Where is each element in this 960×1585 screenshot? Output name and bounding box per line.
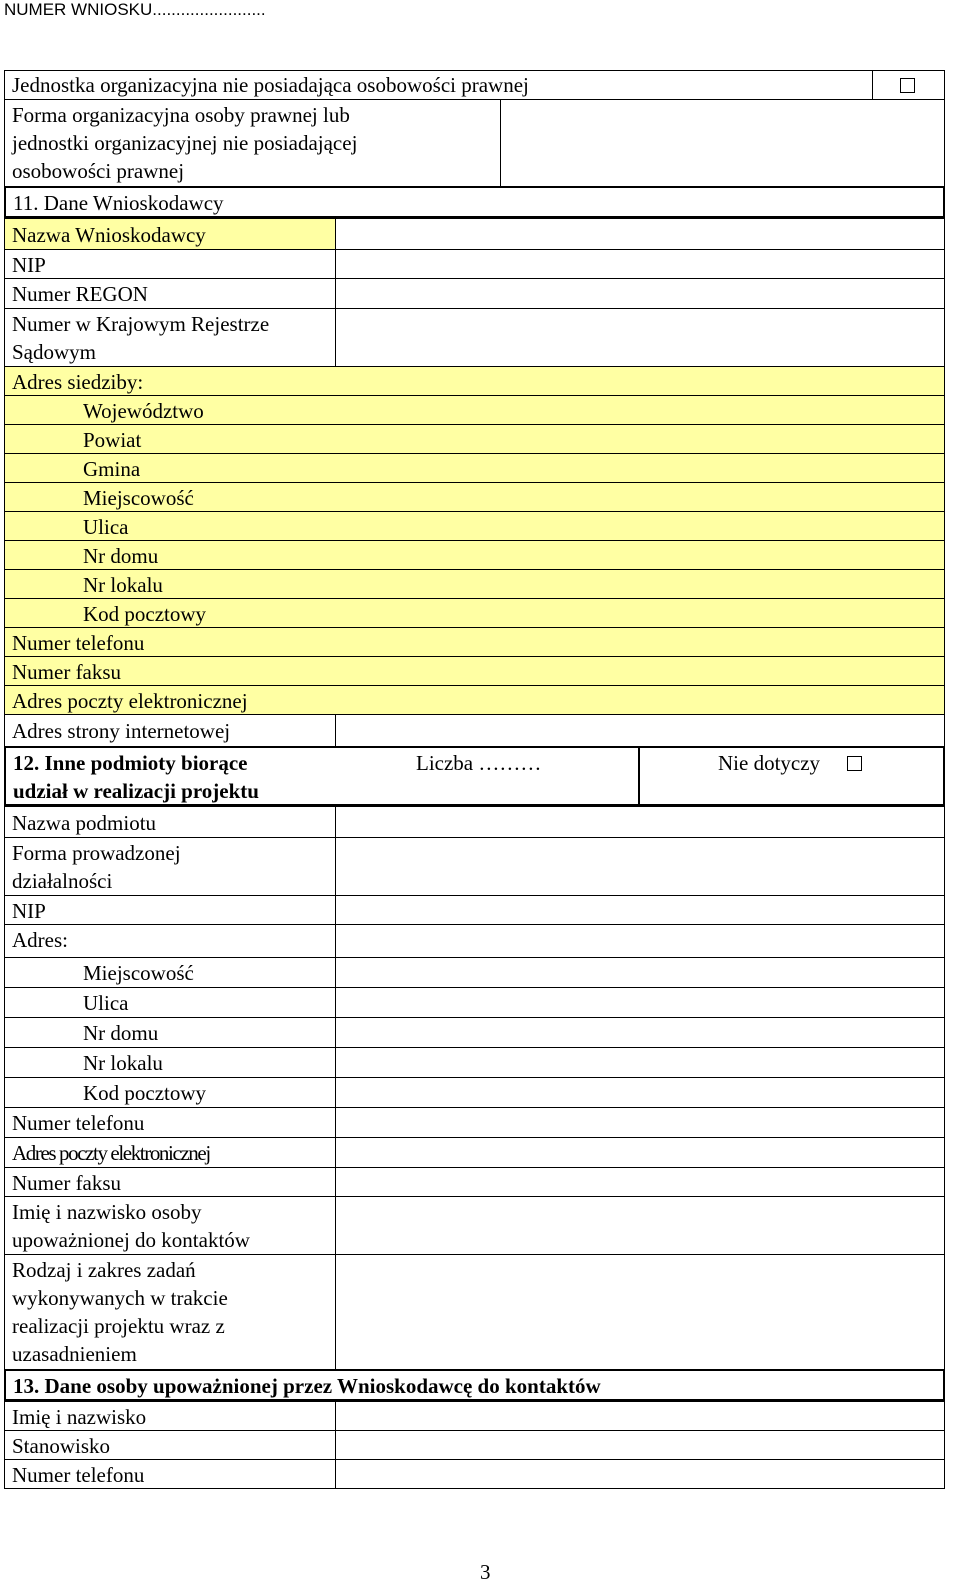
address-field-label: Nr domu [83,544,159,568]
org-unit-checkbox-cell [872,70,945,100]
entity-address-field-nr-domu[interactable] [335,1017,945,1048]
krs-label-line: Sądowym [12,340,96,364]
nip-field[interactable] [335,249,945,279]
applicant-name-field[interactable] [335,218,945,250]
s13-name-label: Imię i nazwisko [12,1405,147,1429]
entity-email-label: Adres poczty elektronicznej [12,1141,210,1165]
entity-address-field-nr-lokalu[interactable] [335,1047,945,1078]
address-row-wojewodztwo[interactable] [4,395,945,425]
entity-phone-label: Numer telefonu [12,1111,145,1135]
org-unit-checkbox[interactable] [900,78,915,93]
entity-address-field-label: Ulica [83,991,129,1015]
legal-form-line: osobowości prawnej [12,159,185,183]
entity-address-heading-cell [4,924,336,958]
phone-row[interactable] [4,627,945,657]
address-field-label: Gmina [83,457,141,481]
krs-label-line: Numer w Krajowym Rejestrze [12,312,270,336]
address-field-label: Kod pocztowy [83,602,207,626]
entity-fax-label: Numer faksu [12,1171,122,1195]
entity-nip-field[interactable] [335,895,945,925]
contact-person-field[interactable] [335,1196,945,1255]
tasks-label-line: wykonywanych w trakcie [12,1286,228,1310]
activity-label-line: Forma prowadzonej [12,841,181,865]
krs-label-cell [4,308,336,367]
contact-person-label-line: upoważnionej do kontaktów [12,1228,250,1252]
entity-nip-label-cell [4,895,336,925]
entity-address-field-label: Miejscowość [83,961,194,985]
entity-address-label-cell [4,1047,336,1078]
activity-label-line: działalności [12,869,113,893]
activity-label-cell [4,837,336,896]
entity-name-label-cell [4,806,336,838]
applicant-name-label-cell [4,218,336,250]
website-label-cell [4,714,336,747]
entity-nip-label: NIP [12,899,46,923]
tasks-label-line: Rodzaj i zakres zadań [12,1258,196,1282]
website-label: Adres strony internetowej [12,719,231,743]
s13-position-field[interactable] [335,1430,945,1460]
fax-label: Numer faksu [12,660,122,684]
entity-address-heading: Adres: [12,928,68,952]
page-number: 3 [480,1560,491,1584]
legal-form-line: jednostki organizacyjnej nie posiadającej [12,131,358,155]
entity-email-field[interactable] [335,1137,945,1168]
address-field-label: Powiat [83,428,142,452]
legal-form-line: Forma organizacyjna osoby prawnej lub [12,103,350,127]
not-applicable-label: Nie dotyczy [718,751,821,775]
nip-label: NIP [12,253,46,277]
regon-label-cell [4,278,336,309]
nip-label-cell [4,249,336,279]
section-12-title-line: udział w realizacji projektu [13,779,259,803]
entity-address-label-cell [4,1077,336,1108]
regon-label: Numer REGON [12,282,148,306]
address-row-powiat[interactable] [4,424,945,454]
not-applicable-checkbox[interactable] [847,756,862,771]
entity-name-field[interactable] [335,806,945,838]
entity-address-field-label: Nr domu [83,1021,159,1045]
phone-label: Numer telefonu [12,631,145,655]
email-row[interactable] [4,685,945,715]
entity-address-blank [335,924,945,958]
s13-position-label: Stanowisko [12,1434,111,1458]
entity-address-field-kod-pocztowy[interactable] [335,1077,945,1108]
s13-name-field[interactable] [335,1401,945,1431]
entity-address-field-label: Kod pocztowy [83,1081,207,1105]
entity-fax-field[interactable] [335,1167,945,1197]
entity-address-label-cell [4,1017,336,1048]
s13-phone-field[interactable] [335,1459,945,1489]
entity-address-label-cell [4,987,336,1018]
entity-address-field-ulica[interactable] [335,987,945,1018]
activity-field[interactable] [335,837,945,896]
applicant-name-label: Nazwa Wnioskodawcy [12,223,206,247]
fax-row[interactable] [4,656,945,686]
org-unit-row [4,70,945,100]
legal-form-label-cell [4,99,501,187]
section-11-header [4,186,945,218]
legal-form-value[interactable] [500,99,945,187]
s13-label-cell [4,1430,336,1460]
regon-field[interactable] [335,278,945,309]
entity-email-label-cell [4,1137,336,1168]
entity-phone-label-cell [4,1107,336,1138]
address-heading: Adres siedziby: [12,370,144,394]
tasks-field[interactable] [335,1254,945,1370]
website-field[interactable] [335,714,945,747]
address-row-gmina[interactable] [4,453,945,483]
s13-phone-label: Numer telefonu [12,1463,145,1487]
address-field-label: Nr lokalu [83,573,163,597]
section-13-header [4,1369,945,1401]
contact-person-label-cell [4,1196,336,1255]
section-11-title: 11. Dane Wnioskodawcy [13,191,224,215]
section-13-title: 13. Dane osoby upoważnionej przez Wnioskodawcę do kontaktów [13,1374,601,1398]
contact-person-label-line: Imię i nazwisko osoby [12,1200,202,1224]
krs-field[interactable] [335,308,945,367]
email-label: Adres poczty elektronicznej [12,689,248,713]
entity-count-label: Liczba ……… [416,751,542,775]
address-field-label: Ulica [83,515,129,539]
address-row-nr-domu[interactable] [4,540,945,570]
s13-label-cell [4,1459,336,1489]
address-field-label: Miejscowość [83,486,194,510]
tasks-label-cell [4,1254,336,1370]
entity-address-field-miejscowosc[interactable] [335,957,945,988]
entity-name-label: Nazwa podmiotu [12,811,157,835]
entity-phone-field[interactable] [335,1107,945,1138]
org-unit-label: Jednostka organizacyjna nie posiadająca osobowości prawnej [12,73,529,97]
entity-address-field-label: Nr lokalu [83,1051,163,1075]
section-12-title-line: 12. Inne podmioty biorące [13,751,248,775]
address-row-kod-pocztowy[interactable] [4,598,945,628]
address-row-nr-lokalu[interactable] [4,569,945,599]
address-heading-row [4,366,945,396]
address-row-ulica[interactable] [4,511,945,541]
s13-label-cell [4,1401,336,1431]
address-row-miejscowosc[interactable] [4,482,945,512]
application-number: NUMER WNIOSKU........................ [4,0,266,19]
tasks-label-line: uzasadnieniem [12,1342,137,1366]
tasks-label-line: realizacji projektu wraz z [12,1314,225,1338]
entity-fax-label-cell [4,1167,336,1197]
address-field-label: Województwo [83,399,204,423]
entity-address-label-cell [4,957,336,988]
not-applicable-cell [638,746,945,806]
